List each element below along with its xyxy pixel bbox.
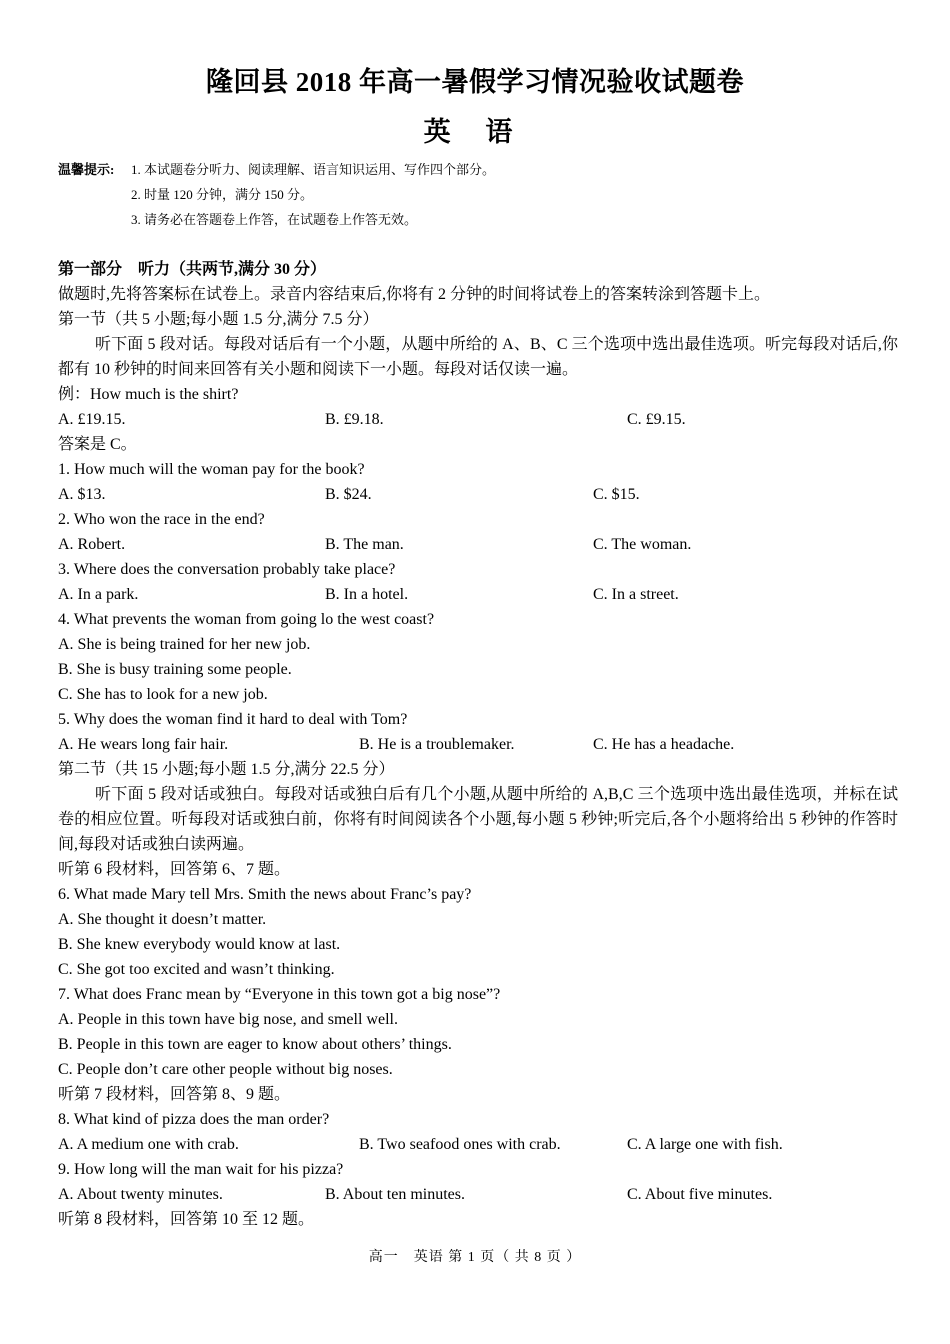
option-b: B. She is busy training some people. (58, 661, 292, 678)
option-a: A. £19.15. (58, 411, 126, 428)
option-a: A. $13. (58, 486, 106, 503)
option-a: A. Robert. (58, 536, 126, 553)
section-directions: 听下面 5 段对话。每段对话后有一个小题，从题中所给的 A、B、C 三个选项中选出最佳选项。听完每段对话后,你都有 10 秒钟的时间来回答有关小题和阅读下一小题。每段对话仅读一遍。 (58, 336, 898, 378)
material-heading: 听第 7 段材料，回答第 8、9 题。 (58, 1086, 291, 1103)
tips-block (58, 157, 495, 232)
option-c: C. The woman. (593, 536, 692, 553)
option-b: B. Two seafood ones with crab. (359, 1136, 561, 1153)
option-c: C. A large one with fish. (627, 1136, 783, 1153)
exam-title: 隆回县 2018 年高一暑假学习情况验收试题卷 (206, 67, 744, 97)
option-b: B. He is a troublemaker. (359, 736, 515, 753)
question: 1. How much will the woman pay for the book? (58, 461, 365, 478)
tip-item: 2. 时量 120 分钟，满分 150 分。 (131, 187, 314, 202)
question-options (58, 1182, 898, 1207)
subject-title: 英 语 (423, 117, 527, 147)
option-c: C. $15. (593, 486, 640, 503)
question-options (58, 1132, 898, 1157)
question-options (58, 482, 898, 507)
option-a: A. She thought it doesn’t matter. (58, 911, 267, 928)
option-c: C. She got too excited and wasn’t thinking. (58, 961, 335, 978)
option-b: B. $24. (325, 486, 372, 503)
page-footer: 高一 英语 第 1 页（ 共 8 页 ） (368, 1250, 582, 1265)
option-a: A. She is being trained for her new job. (58, 636, 311, 653)
question: 8. What kind of pizza does the man order? (58, 1111, 330, 1128)
question: 7. What does Franc mean by “Everyone in this town got a big nose”? (58, 986, 501, 1003)
example-question: 例：How much is the shirt? (58, 386, 239, 403)
question: 2. Who won the race in the end? (58, 511, 265, 528)
question-options (58, 532, 898, 557)
material-heading: 听第 6 段材料，回答第 6、7 题。 (58, 861, 291, 878)
option-b: B. The man. (325, 536, 404, 553)
tip-item: 1. 本试题卷分听力、阅读理解、语言知识运用、写作四个部分。 (131, 162, 496, 177)
option-c: C. £9.15. (627, 411, 686, 428)
example-answer: 答案是 C。 (58, 436, 137, 453)
option-b: B. People in this town are eager to know about others’ things. (58, 1036, 452, 1053)
option-c: C. People don’t care other people without big noses. (58, 1061, 393, 1078)
question: 9. How long will the man wait for his pizza? (58, 1161, 344, 1178)
example-options (58, 407, 898, 432)
tip-item: 3. 请务必在答题卷上作答，在试题卷上作答无效。 (131, 212, 418, 227)
option-c: C. About five minutes. (627, 1186, 773, 1203)
section-heading: 第一节（共 5 小题;每小题 1.5 分,满分 7.5 分） (58, 311, 379, 328)
question: 6. What made Mary tell Mrs. Smith the news about Franc’s pay? (58, 886, 472, 903)
option-b: B. She knew everybody would know at last. (58, 936, 341, 953)
question-options (58, 582, 898, 607)
part-instruction: 做题时,先将答案标在试卷上。录音内容结束后,你将有 2 分钟的时间将试卷上的答案转涂到答题卡上。 (58, 286, 771, 303)
question: 5. Why does the woman find it hard to deal with Tom? (58, 711, 408, 728)
tips-label: 温馨提示: (58, 162, 115, 177)
option-a: A. He wears long fair hair. (58, 736, 229, 753)
part-heading: 第一部分 听力（共两节,满分 30 分） (58, 261, 327, 278)
option-b: B. £9.18. (325, 411, 384, 428)
option-c: C. She has to look for a new job. (58, 686, 268, 703)
section-directions: 听下面 5 段对话或独白。每段对话或独白后有几个小题,从题中所给的 A,B,C 三个选项中选出最佳选项，并标在试卷的相应位置。听每段对话或独白前，你将有时间阅读各个小题,每小题 5 秒钟;听完后,各个小题将给出 5 秒钟的作答时间,每段对话或独白读两遍。 (58, 786, 898, 853)
section-heading: 第二节（共 15 小题;每小题 1.5 分,满分 22.5 分） (58, 761, 395, 778)
option-b: B. In a hotel. (325, 586, 409, 603)
question-options (58, 732, 898, 757)
option-c: C. In a street. (593, 586, 679, 603)
option-a: A. A medium one with crab. (58, 1136, 239, 1153)
option-a: A. About twenty minutes. (58, 1186, 223, 1203)
material-heading: 听第 8 段材料，回答第 10 至 12 题。 (58, 1211, 315, 1228)
question: 4. What prevents the woman from going lo the west coast? (58, 611, 435, 628)
exam-content (58, 257, 898, 1232)
question: 3. Where does the conversation probably take place? (58, 561, 396, 578)
option-b: B. About ten minutes. (325, 1186, 465, 1203)
option-a: A. In a park. (58, 586, 139, 603)
option-a: A. People in this town have big nose, and smell well. (58, 1011, 398, 1028)
option-c: C. He has a headache. (593, 736, 735, 753)
